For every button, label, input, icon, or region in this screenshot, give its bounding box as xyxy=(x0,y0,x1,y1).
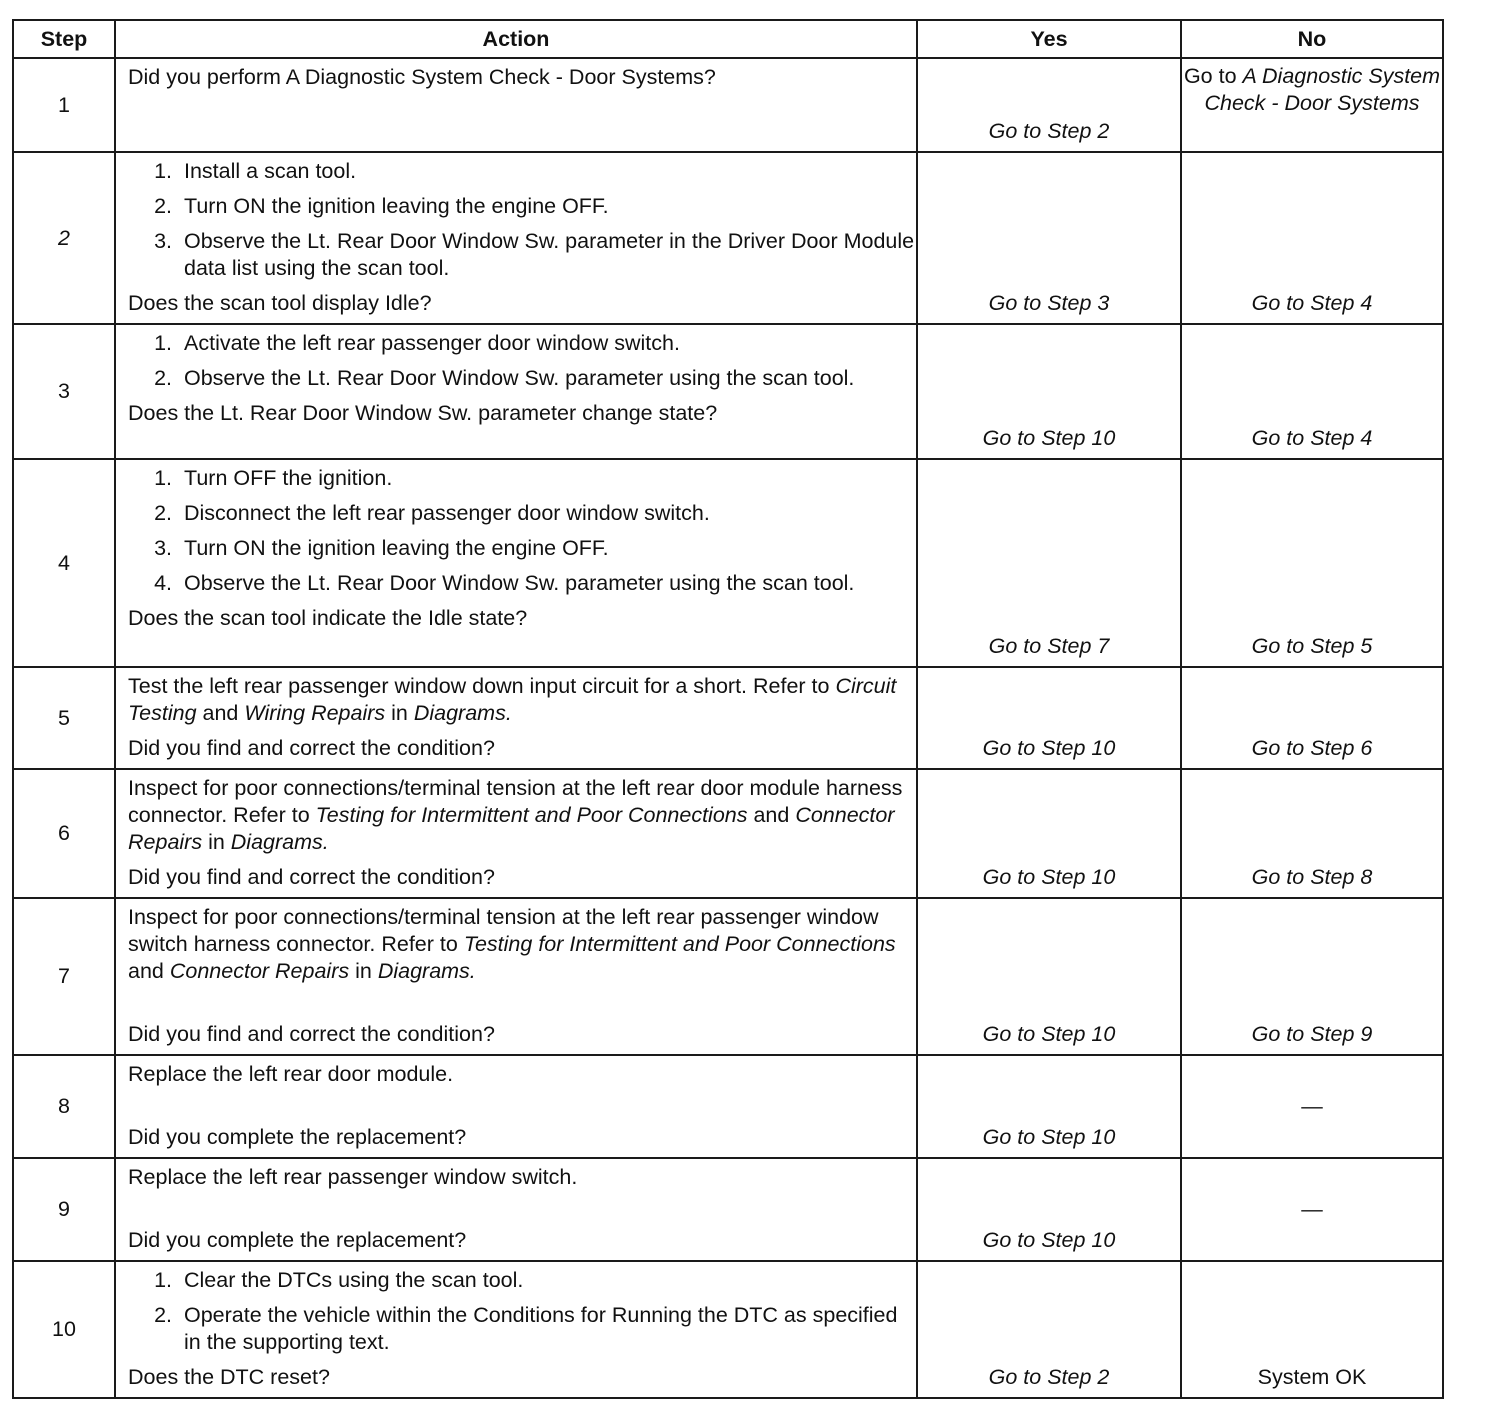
action-step-item: 2. Disconnect the left rear passenger door window switch. xyxy=(154,501,710,525)
action-step-item: 2. Observe the Lt. Rear Door Window Sw. parameter using the scan tool. xyxy=(154,366,855,390)
action-instruction: Inspect for poor connections/terminal tension at the left rear door module harness connector. Refer to Testing for Intermittent and Poor Connections and Connector Repairs in Diagrams. xyxy=(128,776,903,854)
header-row xyxy=(13,20,1443,58)
step-number: 7 xyxy=(13,898,115,1055)
table-row-step-7 xyxy=(13,898,1443,1055)
no-cell: Go to Step 5 xyxy=(1181,459,1443,667)
action-steps-list xyxy=(128,158,916,282)
step-number: 8 xyxy=(13,1055,115,1158)
step-number: 6 xyxy=(13,769,115,898)
step-number: 4 xyxy=(13,459,115,667)
action-instruction: Replace the left rear passenger window switch. xyxy=(128,1165,578,1189)
yes-cell: Go to Step 10 xyxy=(917,324,1181,459)
action-question: Did you find and correct the condition? xyxy=(128,736,495,760)
step-number: 1 xyxy=(13,58,115,152)
action-steps-list xyxy=(128,330,916,392)
table-row-step-10 xyxy=(13,1261,1443,1398)
action-step-item: 1. Install a scan tool. xyxy=(154,159,357,183)
action-question: Did you complete the replacement? xyxy=(128,1125,467,1149)
diagnostic-table xyxy=(12,19,1444,1399)
action-cell xyxy=(115,1158,917,1261)
no-cell: Go to Step 4 xyxy=(1181,152,1443,324)
action-question: Does the Lt. Rear Door Window Sw. parameter change state? xyxy=(128,401,718,425)
action-step-item: 4. Observe the Lt. Rear Door Window Sw. parameter using the scan tool. xyxy=(154,571,855,595)
table-row-step-3 xyxy=(13,324,1443,459)
action-cell xyxy=(115,898,917,1055)
yes-cell: Go to Step 10 xyxy=(917,769,1181,898)
table-row-step-9 xyxy=(13,1158,1443,1261)
no-cell: Go to Step 4 xyxy=(1181,324,1443,459)
no-link-text: A Diagnostic System Check - Door Systems xyxy=(1204,64,1441,115)
header-no: No xyxy=(1181,20,1443,58)
action-question: Does the scan tool display Idle? xyxy=(128,291,432,315)
yes-cell: Go to Step 10 xyxy=(917,1158,1181,1261)
action-cell xyxy=(115,667,917,769)
action-question: Did you perform A Diagnostic System Check - Door Systems? xyxy=(128,65,716,89)
action-step-item: 1. Turn OFF the ignition. xyxy=(154,466,393,490)
action-step-item: 3. Observe the Lt. Rear Door Window Sw. parameter in the Driver Door Module data list using the scan tool. xyxy=(154,229,915,280)
no-cell: System OK xyxy=(1181,1261,1443,1398)
action-step-item: 1. Clear the DTCs using the scan tool. xyxy=(154,1268,524,1292)
table-row-step-6 xyxy=(13,769,1443,898)
action-instruction: Inspect for poor connections/terminal tension at the left rear passenger window switch harness connector. Refer to Testing for Intermittent and Poor Connections and Connector Repairs in Diagrams. xyxy=(128,905,896,983)
yes-cell: Go to Step 3 xyxy=(917,152,1181,324)
action-question: Does the DTC reset? xyxy=(128,1365,330,1389)
no-cell: — xyxy=(1181,1158,1443,1261)
yes-cell: Go to Step 10 xyxy=(917,898,1181,1055)
action-question: Does the scan tool indicate the Idle state? xyxy=(128,606,528,630)
action-step-item: 1. Activate the left rear passenger door window switch. xyxy=(154,331,680,355)
yes-cell: Go to Step 2 xyxy=(917,58,1181,152)
table-row-step-2 xyxy=(13,152,1443,324)
action-question: Did you complete the replacement? xyxy=(128,1228,467,1252)
no-cell xyxy=(1181,58,1443,152)
step-number: 2 xyxy=(13,152,115,324)
no-cell: Go to Step 8 xyxy=(1181,769,1443,898)
step-number: 5 xyxy=(13,667,115,769)
action-cell xyxy=(115,324,917,459)
header-yes: Yes xyxy=(917,20,1181,58)
step-number: 10 xyxy=(13,1261,115,1398)
action-cell xyxy=(115,1055,917,1158)
no-prefix: Go to xyxy=(1183,64,1243,88)
action-steps-list xyxy=(128,1267,916,1356)
action-step-item: 3. Turn ON the ignition leaving the engine OFF. xyxy=(154,536,609,560)
table-row-step-1 xyxy=(13,58,1443,152)
step-number: 3 xyxy=(13,324,115,459)
no-cell: Go to Step 9 xyxy=(1181,898,1443,1055)
step-number: 9 xyxy=(13,1158,115,1261)
action-steps-list xyxy=(128,465,916,597)
yes-cell: Go to Step 7 xyxy=(917,459,1181,667)
no-cell: — xyxy=(1181,1055,1443,1158)
table-row-step-5 xyxy=(13,667,1443,769)
yes-cell: Go to Step 10 xyxy=(917,667,1181,769)
no-cell: Go to Step 6 xyxy=(1181,667,1443,769)
table-row-step-8 xyxy=(13,1055,1443,1158)
action-step-item: 2. Operate the vehicle within the Conditions for Running the DTC as specified in the supporting text. xyxy=(154,1303,898,1354)
action-instruction: Test the left rear passenger window down input circuit for a short. Refer to Circuit Testing and Wiring Repairs in Diagrams. xyxy=(128,674,897,725)
action-instruction: Replace the left rear door module. xyxy=(128,1062,454,1086)
action-question: Did you find and correct the condition? xyxy=(128,1022,495,1046)
yes-cell: Go to Step 2 xyxy=(917,1261,1181,1398)
action-question: Did you find and correct the condition? xyxy=(128,865,495,889)
header-action: Action xyxy=(115,20,917,58)
action-cell xyxy=(115,1261,917,1398)
action-step-item: 2. Turn ON the ignition leaving the engine OFF. xyxy=(154,194,609,218)
action-cell xyxy=(115,459,917,667)
header-step: Step xyxy=(13,20,115,58)
action-cell xyxy=(115,152,917,324)
action-cell xyxy=(115,769,917,898)
action-cell xyxy=(115,58,917,152)
table-row-step-4 xyxy=(13,459,1443,667)
yes-cell: Go to Step 10 xyxy=(917,1055,1181,1158)
